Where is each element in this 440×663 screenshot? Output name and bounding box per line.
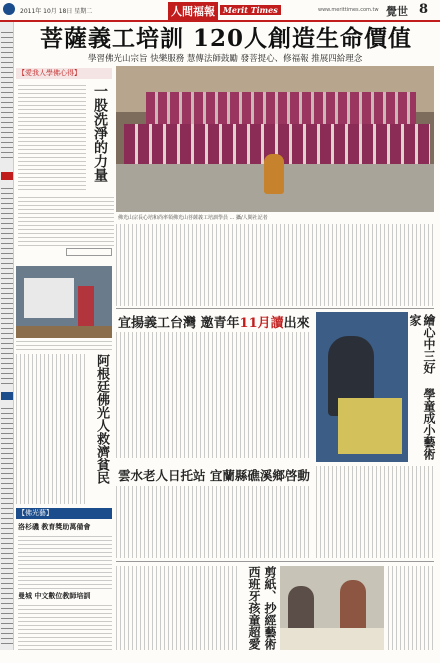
masthead-logo-icon xyxy=(3,3,15,15)
masthead-paper-name: 人間福報 xyxy=(168,2,218,20)
photo-truck xyxy=(24,278,74,318)
headline: 菩薩義工培訓 120人創造生命價值 xyxy=(40,25,413,52)
masthead-page-number: 8 xyxy=(419,2,429,17)
art-story-body xyxy=(316,466,434,558)
center-story-title xyxy=(118,312,310,331)
argentina-body xyxy=(16,354,86,504)
masthead-website: www.merittimes.com.tw xyxy=(318,7,379,13)
center-story-title-post: 出來 xyxy=(283,316,310,331)
notice-box-item2: 曼城 中文數位教師培訓 xyxy=(18,591,91,600)
masthead xyxy=(0,0,440,22)
page-index-sidebar xyxy=(0,22,14,650)
bottom-story-body xyxy=(116,566,240,650)
yilan-story-title: 雲水老人日托站 宜蘭縣礁溪鄉啓動 xyxy=(118,468,310,483)
column-body xyxy=(18,82,86,190)
main-photo xyxy=(116,66,434,212)
headline-subtitle: 學習佛光山宗旨 快樂服務 慧傳法師鼓勵 發菩提心、修福報 推展四給理念 xyxy=(88,54,363,64)
notice-box-item1: 洛杉磯 教育獎助萬備會 xyxy=(18,522,91,531)
divider xyxy=(116,308,434,309)
center-story-title-pre: 宜揚義工台灣 邀青年 xyxy=(118,316,240,331)
notice-box-body2 xyxy=(18,602,112,650)
main-photo-caption: 佛光山宗長心培和尚率領佛光山菩薩義工培訓學員 ... 攝/人間社記者 xyxy=(118,215,268,221)
notice-box-header: 【佛光藝】 xyxy=(16,508,112,519)
sidebar-block xyxy=(1,28,13,158)
argentina-caption xyxy=(16,340,112,350)
argentina-photo xyxy=(16,266,112,338)
sidebar-block xyxy=(1,172,13,180)
photo-monk xyxy=(264,154,284,194)
art-photo xyxy=(316,312,408,462)
center-story-body xyxy=(116,332,312,458)
column-header: 【愛我人學佛心得】 xyxy=(16,68,112,79)
column-author-box xyxy=(66,248,112,256)
photo-group-back-row xyxy=(146,92,416,128)
divider xyxy=(116,561,434,562)
photo-table xyxy=(280,628,384,650)
yilan-story-body xyxy=(116,486,312,558)
bottom-photo-caption xyxy=(388,566,434,650)
photo-person xyxy=(78,286,94,330)
story-main-body xyxy=(116,224,434,306)
photo-drawing xyxy=(338,398,402,454)
masthead-paper-name-en: Merit Times xyxy=(220,5,281,15)
column-title: 一股洗淨的力量 xyxy=(92,84,108,182)
bottom-story-title: 剪紙、抄經藝術 西班牙孩童超愛 xyxy=(247,566,277,650)
sidebar-block xyxy=(1,392,13,400)
sidebar-block xyxy=(1,404,13,644)
sidebar-block xyxy=(1,184,13,384)
notice-box-body1 xyxy=(18,533,112,589)
photo-ground xyxy=(16,326,112,338)
masthead-date: 2011年 10月 18日 星期二 xyxy=(20,8,93,15)
bottom-photo xyxy=(280,566,384,650)
column-body-lower xyxy=(18,194,114,246)
center-story-title-red: 11月讀 xyxy=(239,316,284,331)
argentina-title: 阿根廷佛光人救濟貧民 xyxy=(94,354,109,484)
art-story-title: 繪心中三好 學童成小藝術家 xyxy=(408,314,436,460)
masthead-section: 覺世 xyxy=(386,5,408,18)
